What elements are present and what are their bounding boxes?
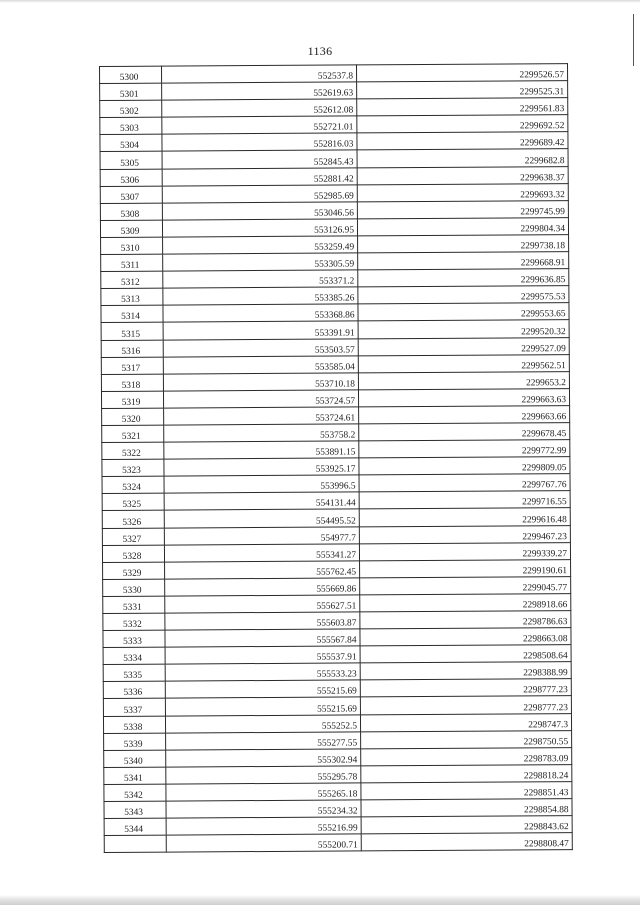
y-coordinate-cell: 2298750.55 (361, 730, 572, 748)
point-number-cell: 5310 (101, 237, 163, 254)
y-coordinate-cell: 2299693.32 (357, 183, 568, 201)
scan-top-edge (0, 0, 640, 3)
y-coordinate-cell: 2299663.66 (359, 406, 570, 424)
x-coordinate-cell: 553925.17 (164, 458, 359, 476)
point-number-cell: 5324 (102, 476, 164, 493)
y-coordinate-cell: 2299616.48 (359, 508, 570, 526)
point-number-cell: 5314 (101, 305, 163, 322)
y-coordinate-cell: 2299636.85 (358, 269, 569, 287)
point-number-cell: 5325 (102, 493, 164, 510)
y-coordinate-cell: 2298851.43 (361, 782, 572, 800)
y-coordinate-cell: 2298783.09 (361, 747, 572, 765)
point-number-cell: 5339 (104, 733, 166, 750)
point-number-cell: 5309 (100, 220, 162, 237)
point-number-cell: 5303 (100, 117, 162, 134)
point-number-cell: 5319 (101, 391, 163, 408)
y-coordinate-cell: 2298508.64 (360, 645, 571, 663)
table-row (104, 833, 572, 853)
y-coordinate-cell: 2299738.18 (358, 235, 569, 253)
point-number-cell: 5331 (103, 596, 165, 613)
y-coordinate-cell: 2298818.24 (361, 764, 572, 782)
x-coordinate-cell: 555295.78 (166, 766, 361, 784)
point-number-cell: 5313 (101, 288, 163, 305)
point-number-cell: 5344 (104, 818, 166, 835)
x-coordinate-cell: 552881.42 (162, 167, 357, 185)
y-coordinate-cell: 2299467.23 (359, 525, 570, 543)
point-number-cell: 5323 (102, 459, 164, 476)
x-coordinate-cell: 555627.51 (165, 595, 360, 613)
x-coordinate-cell: 553996.5 (164, 475, 359, 493)
x-coordinate-cell: 553585.04 (163, 356, 358, 374)
point-number-cell: 5308 (100, 203, 162, 220)
x-coordinate-cell: 553503.57 (163, 338, 358, 356)
y-coordinate-cell: 2298786.63 (360, 611, 571, 629)
x-coordinate-cell: 555537.91 (165, 646, 360, 664)
x-coordinate-cell: 553891.15 (164, 441, 359, 459)
y-coordinate-cell: 2299045.77 (360, 576, 571, 594)
x-coordinate-cell: 553724.61 (164, 407, 359, 425)
y-coordinate-cell: 2299772.99 (359, 440, 570, 458)
y-coordinate-cell: 2298777.23 (360, 696, 571, 714)
y-coordinate-cell: 2299562.51 (358, 354, 569, 372)
x-coordinate-cell: 553046.56 (162, 202, 357, 220)
point-number-cell: 5305 (100, 152, 162, 169)
y-coordinate-cell: 2299638.37 (357, 166, 568, 184)
x-coordinate-cell: 555302.94 (166, 749, 361, 767)
point-number-cell: 5300 (100, 66, 162, 83)
point-number-cell: 5312 (101, 271, 163, 288)
point-number-cell: 5341 (104, 767, 166, 784)
coordinates-table (99, 63, 573, 853)
x-coordinate-cell: 553368.86 (163, 304, 358, 322)
x-coordinate-cell: 555277.55 (166, 732, 361, 750)
point-number-cell: 5304 (100, 134, 162, 151)
point-number-cell: 5342 (104, 784, 166, 801)
x-coordinate-cell: 555215.69 (165, 697, 360, 715)
point-number-cell: 5334 (103, 647, 165, 664)
x-coordinate-cell: 553710.18 (163, 373, 358, 391)
point-number-cell: 5337 (103, 699, 165, 716)
x-coordinate-cell: 552721.01 (162, 116, 357, 134)
point-number-cell: 5335 (103, 664, 165, 681)
x-coordinate-cell: 553305.59 (163, 253, 358, 271)
y-coordinate-cell: 2299678.45 (359, 423, 570, 441)
x-coordinate-cell: 555216.99 (166, 817, 361, 835)
y-coordinate-cell: 2299561.83 (357, 98, 568, 116)
x-coordinate-cell: 555215.69 (165, 680, 360, 698)
point-number-cell: 5333 (103, 630, 165, 647)
point-number-cell: 5326 (102, 511, 164, 528)
x-coordinate-cell: 555265.18 (166, 783, 361, 801)
y-coordinate-cell: 2299520.32 (358, 320, 569, 338)
x-coordinate-cell: 555533.23 (165, 663, 360, 681)
x-coordinate-cell: 552619.63 (162, 82, 357, 100)
point-number-cell: 5318 (101, 374, 163, 391)
y-coordinate-cell: 2299663.63 (358, 388, 569, 406)
y-coordinate-cell: 2299575.53 (358, 286, 569, 304)
x-coordinate-cell: 555669.86 (165, 578, 360, 596)
point-number-cell: 5316 (101, 340, 163, 357)
y-coordinate-cell: 2299190.61 (360, 559, 571, 577)
y-coordinate-cell: 2299682.8 (357, 149, 568, 167)
y-coordinate-cell: 2299716.55 (359, 491, 570, 509)
point-number-cell: 5330 (103, 579, 165, 596)
y-coordinate-cell: 2299527.09 (358, 337, 569, 355)
x-coordinate-cell: 555603.87 (165, 612, 360, 630)
x-coordinate-cell: 555762.45 (165, 561, 360, 579)
x-coordinate-cell: 555252.5 (165, 714, 360, 732)
y-coordinate-cell: 2299689.42 (357, 132, 568, 150)
x-coordinate-cell: 553391.91 (163, 321, 358, 339)
point-number-cell: 5321 (102, 425, 164, 442)
x-coordinate-cell: 552985.69 (162, 185, 357, 203)
x-coordinate-cell: 553259.49 (163, 236, 358, 254)
y-coordinate-cell: 2299809.05 (359, 457, 570, 475)
y-coordinate-cell: 2299692.52 (357, 115, 568, 133)
y-coordinate-cell: 2299767.76 (359, 474, 570, 492)
point-number-cell: 5307 (100, 186, 162, 203)
x-coordinate-cell: 552816.03 (162, 133, 357, 151)
point-number-cell: 5340 (104, 750, 166, 767)
coordinates-table-container (99, 63, 572, 851)
scan-bottom-edge (0, 895, 640, 905)
y-coordinate-cell: 2299526.57 (356, 64, 567, 82)
point-number-cell (104, 835, 166, 852)
y-coordinate-cell: 2298777.23 (360, 679, 571, 697)
x-coordinate-cell: 552612.08 (162, 99, 357, 117)
y-coordinate-cell: 2298388.99 (360, 662, 571, 680)
y-coordinate-cell: 2298854.88 (361, 799, 572, 817)
x-coordinate-cell: 555234.32 (166, 800, 361, 818)
x-coordinate-cell: 553758.2 (164, 424, 359, 442)
point-number-cell: 5315 (101, 323, 163, 340)
y-coordinate-cell: 2298808.47 (361, 833, 572, 851)
y-coordinate-cell: 2299525.31 (357, 81, 568, 99)
x-coordinate-cell: 554977.7 (164, 526, 359, 544)
coordinates-table-body (100, 64, 573, 853)
point-number-cell: 5328 (102, 545, 164, 562)
x-coordinate-cell: 555200.71 (166, 834, 361, 852)
y-coordinate-cell: 2299653.2 (358, 371, 569, 389)
y-coordinate-cell: 2299804.34 (357, 217, 568, 235)
x-coordinate-cell: 552537.8 (162, 65, 357, 83)
x-coordinate-cell: 552845.43 (162, 150, 357, 168)
x-coordinate-cell: 554495.52 (164, 509, 359, 527)
y-coordinate-cell: 2299668.91 (358, 252, 569, 270)
point-number-cell: 5336 (103, 681, 165, 698)
x-coordinate-cell: 555567.84 (165, 629, 360, 647)
point-number-cell: 5311 (101, 254, 163, 271)
page-number: 1136 (307, 44, 333, 58)
y-coordinate-cell: 2298918.66 (360, 594, 571, 612)
y-coordinate-cell: 2298747.3 (360, 713, 571, 731)
point-number-cell: 5332 (103, 613, 165, 630)
y-coordinate-cell: 2299745.99 (357, 200, 568, 218)
point-number-cell: 5302 (100, 100, 162, 117)
x-coordinate-cell: 553385.26 (163, 287, 358, 305)
point-number-cell: 5320 (102, 408, 164, 425)
x-coordinate-cell: 555341.27 (164, 544, 359, 562)
y-coordinate-cell: 2299339.27 (359, 542, 570, 560)
y-coordinate-cell: 2299553.65 (358, 303, 569, 321)
y-coordinate-cell: 2298843.62 (361, 816, 572, 834)
x-coordinate-cell: 553724.57 (163, 390, 358, 408)
point-number-cell: 5327 (102, 528, 164, 545)
x-coordinate-cell: 553371.2 (163, 270, 358, 288)
y-coordinate-cell: 2298663.08 (360, 628, 571, 646)
point-number-cell: 5306 (100, 169, 162, 186)
point-number-cell: 5343 (104, 801, 166, 818)
x-coordinate-cell: 553126.95 (162, 219, 357, 237)
point-number-cell: 5317 (101, 357, 163, 374)
x-coordinate-cell: 554131.44 (164, 492, 359, 510)
point-number-cell: 5329 (103, 562, 165, 579)
point-number-cell: 5322 (102, 442, 164, 459)
point-number-cell: 5338 (103, 716, 165, 733)
point-number-cell: 5301 (100, 83, 162, 100)
